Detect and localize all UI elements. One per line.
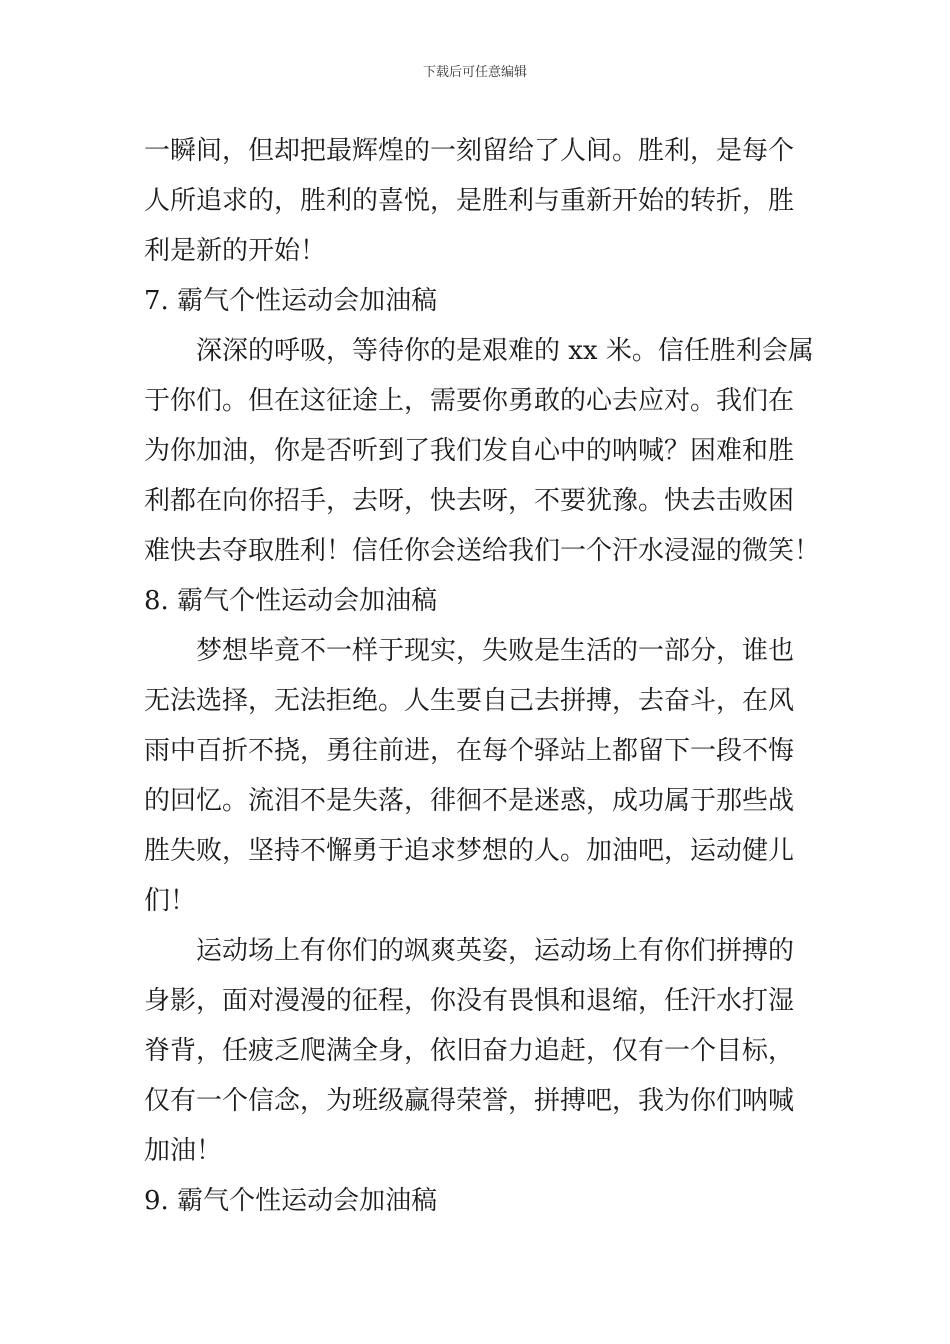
paragraph-line: 胜失败，坚持不懈勇于追求梦想的人。加油吧，运动健儿: [144, 836, 795, 866]
paragraph-line: 们！: [144, 886, 197, 916]
paragraph-line: 无法选择，无法拒绝。人生要自己去拼搏，去奋斗，在风: [144, 686, 795, 716]
page-header-note: 下载后可任意编辑: [422, 65, 527, 80]
paragraph-line: 利是新的开始！: [144, 236, 327, 266]
document-body: [144, 126, 821, 1226]
paragraph-line: 一瞬间，但却把最辉煌的一刻留给了人间。胜利，是每个: [144, 136, 795, 166]
section-heading-7: 7. 霸气个性运动会加油稿: [144, 286, 438, 316]
section-heading-8: 8. 霸气个性运动会加油稿: [144, 586, 438, 616]
paragraph-line: 梦想毕竟不一样于现实，失败是生活的一部分，谁也: [196, 636, 795, 666]
paragraph-line: 为你加油，你是否听到了我们发自心中的呐喊？困难和胜: [144, 436, 795, 466]
section-heading-9: 9. 霸气个性运动会加油稿: [144, 1186, 438, 1216]
paragraph-line: 雨中百折不挠，勇往前进，在每个驿站上都留下一段不悔: [144, 736, 795, 766]
paragraph-line: 脊背，任疲乏爬满全身，依旧奋力追赶，仅有一个目标，: [144, 1036, 795, 1066]
paragraph-line: 人所追求的，胜利的喜悦，是胜利与重新开始的转折，胜: [144, 186, 795, 216]
paragraph-line: 的回忆。流泪不是失落，徘徊不是迷惑，成功属于那些战: [144, 786, 795, 816]
paragraph-line: 深深的呼吸，等待你的是艰难的 xx 米。信任胜利会属: [196, 336, 814, 366]
paragraph-line: 运动场上有你们的飒爽英姿，运动场上有你们拼搏的: [196, 936, 795, 966]
paragraph-line: 身影，面对漫漫的征程，你没有畏惧和退缩，任汗水打湿: [144, 986, 795, 1016]
paragraph-line: 于你们。但在这征途上，需要你勇敢的心去应对。我们在: [144, 386, 795, 416]
paragraph-line: 加油！: [144, 1136, 223, 1166]
paragraph-line: 难快去夺取胜利！信任你会送给我们一个汗水浸湿的微笑！: [144, 536, 821, 566]
paragraph-line: 利都在向你招手，去呀，快去呀，不要犹豫。快去击败困: [144, 486, 795, 516]
paragraph-line: 仅有一个信念，为班级赢得荣誉，拼搏吧，我为你们呐喊: [144, 1086, 795, 1116]
